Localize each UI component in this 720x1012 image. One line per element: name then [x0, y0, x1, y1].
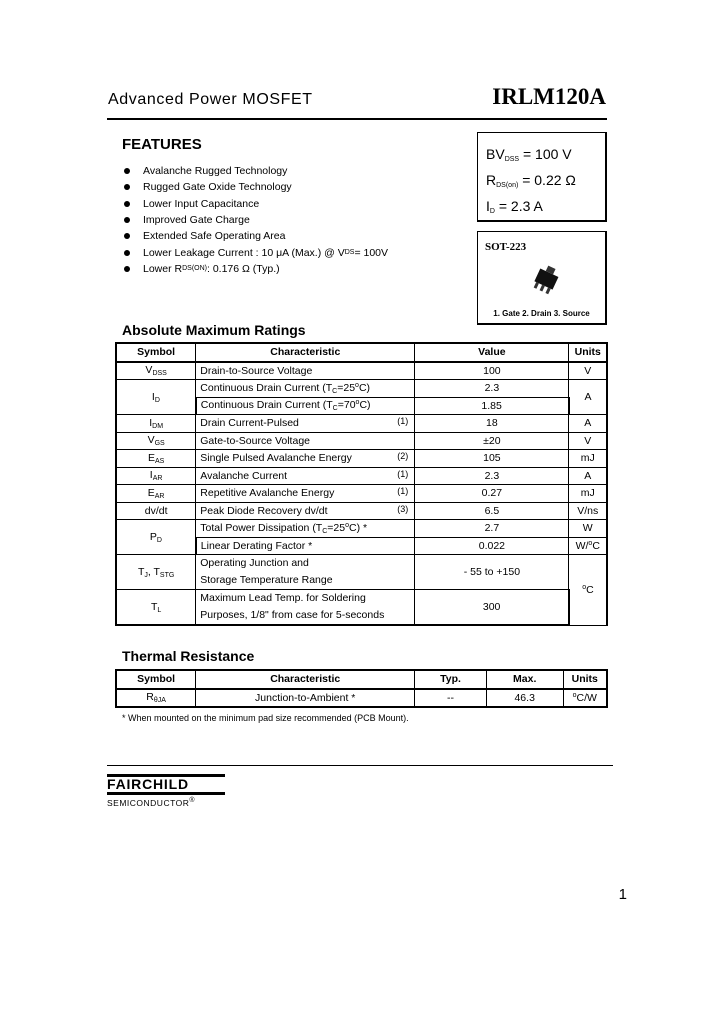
part-number: IRLM120A [492, 84, 606, 109]
table-row: dv/dt Peak Diode Recovery dv/dt (3) 6.5 V/ns [116, 502, 607, 520]
list-item: Avalanche Rugged Technology [124, 163, 388, 179]
bullet-icon [124, 184, 130, 190]
table-row: Linear Derating Factor * 0.022 W/$^o$C [116, 537, 607, 555]
bullet-icon [124, 266, 130, 272]
package-name: SOT-223 [485, 241, 527, 253]
fairchild-logo: FAIRCHILD SEMICONDUCTOR® [107, 774, 225, 808]
table-row: $E_{AR}$ Repetitive Avalanche Energy (1) 0.27 mJ [116, 485, 607, 503]
spec-rdson: $R_{DS(on)} = 0.22$ Ω [486, 172, 576, 189]
bullet-icon [124, 168, 130, 174]
table-row: $R_{\theta JA}$ Junction-to-Ambient * -- 46.3 $^o$C/W [116, 689, 607, 708]
abs-max-heading: Absolute Maximum Ratings [122, 322, 306, 338]
table-row: $I_D$ Continuous Drain Current $(T_C=25^oC)$ 2.3 A [116, 380, 607, 398]
document-subtitle: Advanced Power MOSFET [108, 91, 313, 108]
package-chip-icon [528, 262, 564, 298]
table-row: $T_J$, $T_{STG}$ Operating Junction and Storage Temperature Range - 55 to +150 $^o$C [116, 555, 607, 590]
features-list [124, 163, 388, 277]
list-item: Lower R DS(ON) : 0.176 Ω (Typ.) [124, 261, 388, 277]
list-item: Improved Gate Charge [124, 212, 388, 228]
header-divider [107, 118, 607, 120]
spec-bvdss: $BV_{DSS} = 100$ V [486, 146, 572, 163]
table-header-row: Symbol Characteristic Value Units [116, 343, 607, 362]
table-row: Continuous Drain Current $(T_C=70^oC)$ 1.85 [116, 397, 607, 415]
bullet-icon [124, 201, 130, 207]
bullet-icon [124, 233, 130, 239]
list-item: Extended Safe Operating Area [124, 228, 388, 244]
table-row: $V_{DSS}$ Drain-to-Source Voltage 100 V [116, 362, 607, 380]
table-row: $E_{AS}$ Single Pulsed Avalanche Energy (2) 105 mJ [116, 450, 607, 468]
abs-max-table [115, 342, 608, 626]
table-header-row: Symbol Characteristic Typ. Max. Units [116, 670, 607, 689]
package-box [477, 231, 607, 325]
table-row: $T_L$ Maximum Lead Temp. for Soldering Purposes, 1/8" from case for 5-seconds 300 [116, 590, 607, 626]
thermal-heading: Thermal Resistance [122, 648, 255, 664]
table-row: $I_{DM}$ Drain Current-Pulsed (1) 18 A [116, 415, 607, 433]
bullet-icon [124, 217, 130, 223]
footnote: * When mounted on the minimum pad size recommended (PCB Mount). [122, 713, 409, 723]
table-row: $I_{AR}$ Avalanche Current (1) 2.3 A [116, 467, 607, 485]
features-heading: FEATURES [122, 136, 202, 153]
thermal-table [115, 669, 608, 708]
pin-legend: 1. Gate 2. Drain 3. Source [493, 309, 590, 318]
list-item: Rugged Gate Oxide Technology [124, 179, 388, 195]
footer-divider [107, 765, 613, 766]
table-row: $V_{GS}$ Gate-to-Source Voltage ±20 V [116, 432, 607, 450]
list-item: Lower Input Capacitance [124, 196, 388, 212]
list-item: Lower Leakage Current : 10 μA (Max.) @ V DS = 100V [124, 244, 388, 260]
page-number: 1 [618, 886, 627, 903]
spec-id: $I_D = 2.3$ A [486, 198, 543, 215]
table-row: $P_D$ Total Power Dissipation $(T_C=25^oC)$ * 2.7 W [116, 520, 607, 538]
bullet-icon [124, 250, 130, 256]
key-specs-box [477, 132, 607, 222]
